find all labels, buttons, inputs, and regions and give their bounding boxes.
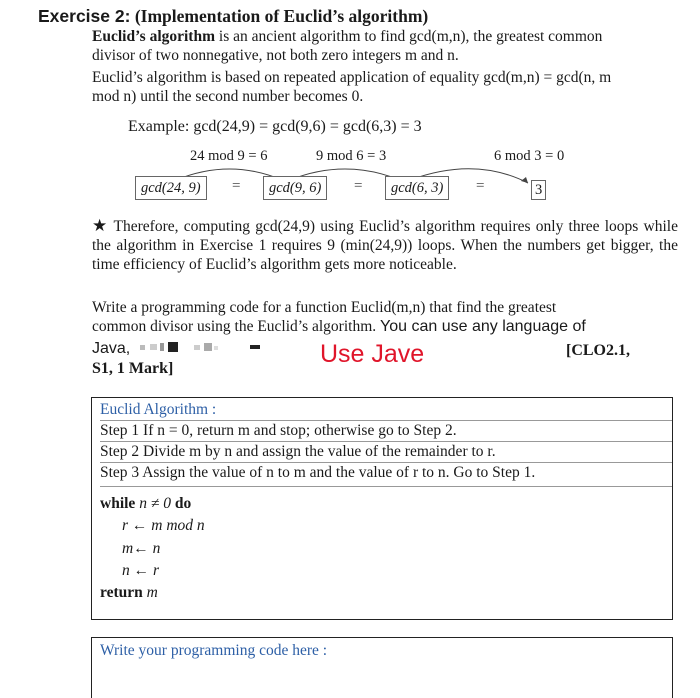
pseudocode-line-3: n ← r — [122, 562, 160, 579]
task-paragraph — [92, 298, 682, 336]
mod-label-1: 24 mod 9 = 6 — [190, 148, 268, 164]
divider — [100, 441, 672, 442]
intro-line-4: mod n) until the second number becomes 0. — [92, 88, 364, 105]
intro-line-3: Euclid’s algorithm is based on repeated application of equality gcd(m,n) = gcd(n, m — [92, 69, 612, 86]
mod-label-2: 9 mod 6 = 3 — [316, 148, 387, 164]
equals-sign-1: = — [232, 178, 241, 194]
algorithm-box — [91, 397, 673, 620]
divider — [100, 420, 672, 421]
use-jave-annotation: Use Jave — [320, 340, 425, 368]
example-line: Example: gcd(24,9) = gcd(9,6) = gcd(6,3) = 3 — [128, 118, 422, 135]
divider — [100, 462, 672, 463]
algorithm-title: Euclid Algorithm : — [100, 401, 217, 418]
algorithm-step-3: Step 3 Assign the value of n to m and the value of r to n. Go to Step 1. — [100, 464, 536, 481]
return-value: m — [142, 584, 158, 601]
task-line-2-sans: You can use any language of — [380, 318, 586, 335]
exercise-title: (Implementation of Euclid’s algorithm) — [134, 6, 429, 26]
pseudocode-line-1: r ← m mod n — [122, 517, 205, 534]
gcd-box-2: gcd(9, 6) — [263, 176, 327, 200]
algorithm-step-2: Step 2 Divide m by n and assign the value of the remainder to r. — [100, 443, 496, 460]
task-line-1: Write a programming code for a function Euclid(m,n) that find the greatest — [92, 299, 557, 316]
mark-label: S1, 1 Mark] — [92, 360, 174, 377]
while-condition: n ≠ 0 — [135, 495, 175, 512]
equals-sign-3: = — [476, 178, 485, 194]
intro-strong: Euclid’s algorithm — [92, 28, 216, 45]
java-line — [92, 340, 284, 359]
gcd-box-1: gcd(24, 9) — [135, 176, 207, 200]
pseudocode-line-2: m← n — [122, 540, 161, 557]
gcd-box-3: gcd(6, 3) — [385, 176, 449, 200]
divider — [100, 486, 672, 487]
star-icon: ★ — [92, 216, 109, 235]
code-answer-hint: Write your programming code here : — [100, 642, 328, 659]
do-keyword: do — [174, 495, 192, 512]
result-box: 3 — [531, 180, 546, 200]
clo-label: [CLO2.1, — [566, 342, 630, 359]
java-label: Java, — [92, 340, 131, 358]
intro-line-2: divisor of two nonnegative, not both zero integers m and n. — [92, 47, 459, 64]
pseudocode-while — [100, 495, 191, 513]
return-keyword: return — [100, 584, 143, 601]
therefore-text: Therefore, computing gcd(24,9) using Euclid’s algorithm requires only three loops while the algorithm in Exercise 1 requires 9 (min(24,9)) loops. When the numbers get bigger, the time efficiency of Euclid’s algorithm gets more noticeable. — [92, 218, 678, 273]
algorithm-step-1: Step 1 If n = 0, return m and stop; otherwise go to Step 2. — [100, 422, 457, 439]
task-line-2 — [92, 317, 682, 336]
equals-sign-2: = — [354, 178, 363, 194]
exercise-number: Exercise 2: — [38, 6, 131, 26]
code-answer-box[interactable] — [91, 637, 673, 698]
intro-line-1-rest: is an ancient algorithm to find gcd(m,n), the greatest common — [215, 28, 603, 45]
task-line-2-serif: common divisor using the Euclid’s algorithm. — [92, 318, 381, 335]
therefore-paragraph — [92, 216, 678, 274]
while-keyword: while — [100, 495, 136, 512]
mod-label-3: 6 mod 3 = 0 — [494, 148, 565, 164]
redaction-marks — [134, 340, 284, 359]
pseudocode-return — [100, 584, 158, 602]
